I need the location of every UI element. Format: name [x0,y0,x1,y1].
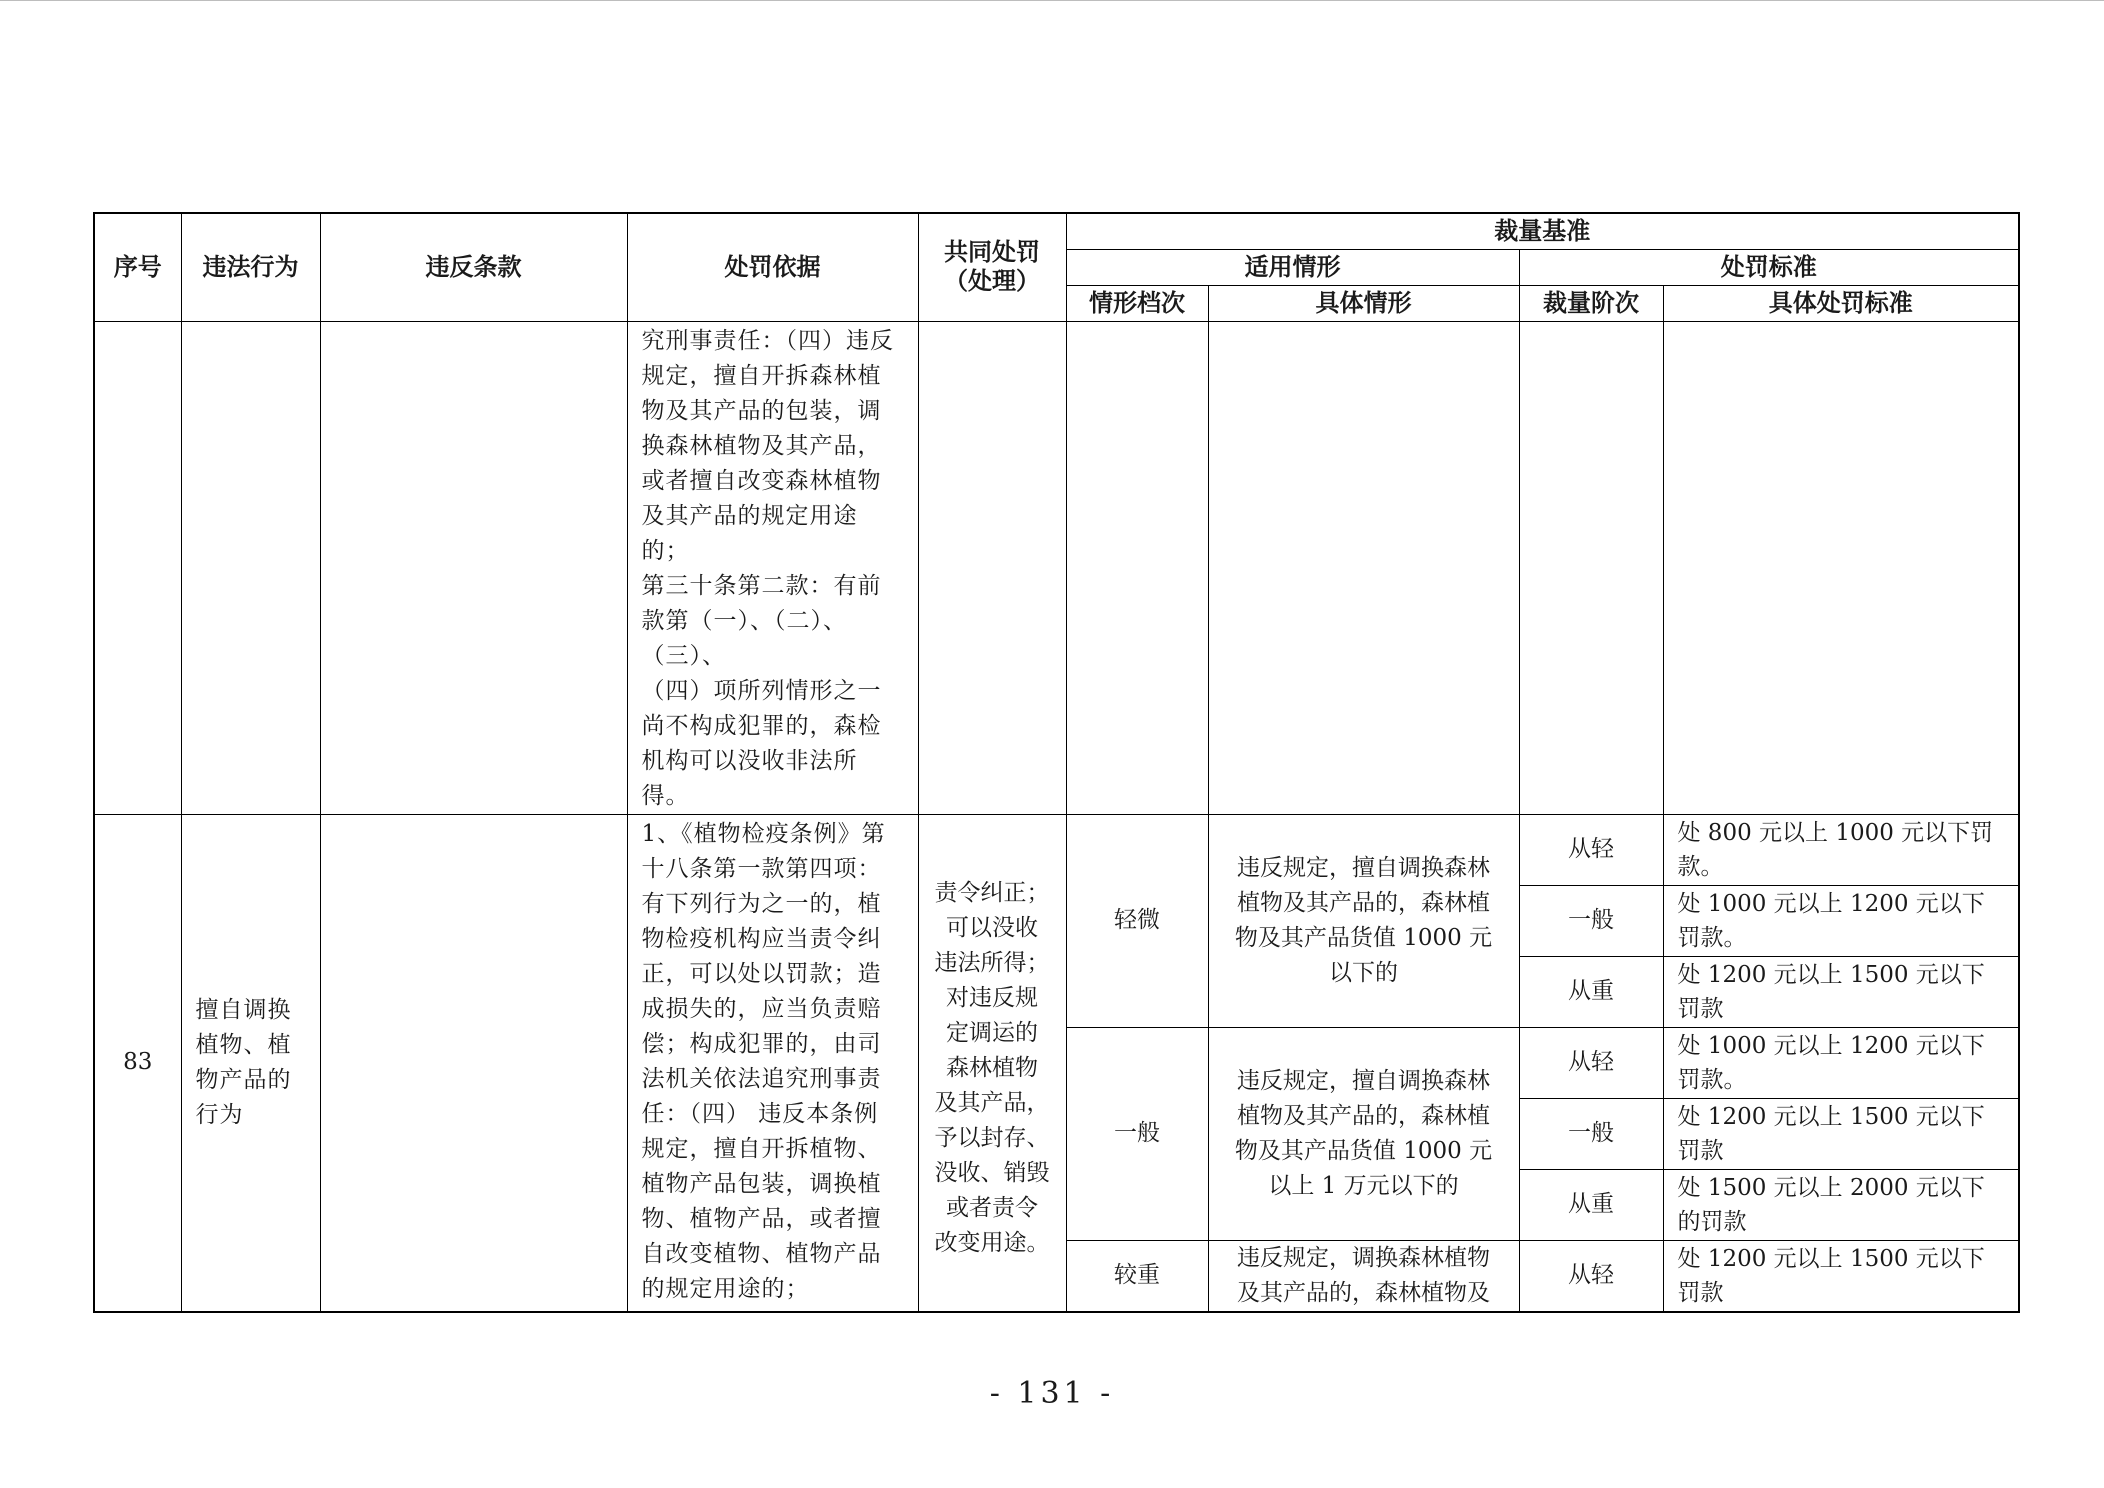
row83-seq: 83 [94,814,181,1312]
header-discretion-standard: 裁量基准 [1066,213,2019,249]
row83-standard-2-3: 处 1500 元以上 2000 元以下 的罚款 [1663,1169,2019,1240]
row83-tier-1-2: 一般 [1519,885,1663,956]
row83-situation-2: 违反规定，擅自调换森林 植物及其产品的，森林植 物及其产品货值 1000 元 以上 1 万元以下的 [1208,1027,1519,1240]
header-penalty-standard: 处罚标准 [1519,249,2019,285]
header-penalty-basis: 处罚依据 [627,213,918,321]
cont-common-penalty-cell [918,321,1066,814]
row83-tier-1-3: 从重 [1519,956,1663,1027]
page-number: - 131 - [989,1376,1115,1411]
row83-standard-1-1: 处 800 元以上 1000 元以下罚 款。 [1663,814,2019,885]
cont-seq-cell [94,321,181,814]
cont-penalty-basis: 究刑事责任：（四）违反 规定，擅自开拆森林植 物及其产品的包装，调 换森林植物及其产品， 或者擅自改变森林植物 及其产品的规定用途 的； 第三十条第二款：有前 款第（一）、（二）、（三）、 （四）项所列情形之一 尚不构成犯罪的，森检 机构可以没收非法所 得。 [627,321,918,814]
header-discretion-level: 裁量阶次 [1519,285,1663,321]
row83-standard-1-2: 处 1000 元以上 1200 元以下 罚款。 [1663,885,2019,956]
cont-behavior-cell [181,321,320,814]
header-specific-penalty-standard: 具体处罚标准 [1663,285,2019,321]
row83-situation-3: 违反规定，调换森林植物 及其产品的，森林植物及 [1208,1240,1519,1312]
header-specific-situation: 具体情形 [1208,285,1519,321]
row83-violated-clause [320,814,627,1312]
row83-tier-2-1: 从轻 [1519,1027,1663,1098]
cont-situation-cell [1208,321,1519,814]
header-common-penalty: 共同处罚 （处理） [918,213,1066,321]
row83-level-1: 轻微 [1066,814,1208,1027]
header-situation-level: 情形档次 [1066,285,1208,321]
row83-standard-2-2: 处 1200 元以上 1500 元以下 罚款 [1663,1098,2019,1169]
row83-penalty-basis: 1、《植物检疫条例》第 十八条第一款第四项： 有下列行为之一的，植 物检疫机构应当责令纠 正，可以处以罚款；造 成损失的，应当负责赔 偿；构成犯罪的，由司 法机关依法追究刑事责 任：（四） 违反本条例 规定，擅自开拆植物、 植物产品包装，调换植 物、植物产品，或者擅 自改变植物、植物产品 的规定用途的； [627,814,918,1312]
row83-tier-2-3: 从重 [1519,1169,1663,1240]
cont-standard-cell [1663,321,2019,814]
row83-common-penalty: 责令纠正； 可以没收 违法所得； 对违反规 定调运的 森林植物 及其产品， 予以封存、 没收、销毁 或者责令 改变用途。 [918,814,1066,1312]
row83-standard-2-1: 处 1000 元以上 1200 元以下 罚款。 [1663,1027,2019,1098]
discretion-standard-table [93,212,2020,1313]
row83-situation-1: 违反规定，擅自调换森林 植物及其产品的，森林植 物及其产品货值 1000 元 以下的 [1208,814,1519,1027]
table-row-continuation [94,321,2019,814]
row83-tier-2-2: 一般 [1519,1098,1663,1169]
row83-level-3: 较重 [1066,1240,1208,1312]
row83-behavior: 擅自调换 植物、植 物产品的 行为 [181,814,320,1312]
table-header [94,213,2019,321]
cont-tier-cell [1519,321,1663,814]
header-behavior: 违法行为 [181,213,320,321]
row83-level-2: 一般 [1066,1027,1208,1240]
table-row [94,814,2019,885]
row83-tier-3-1: 从轻 [1519,1240,1663,1312]
cont-level-cell [1066,321,1208,814]
header-seq: 序号 [94,213,181,321]
row83-standard-3-1: 处 1200 元以上 1500 元以下 罚款 [1663,1240,2019,1312]
row83-tier-1-1: 从轻 [1519,814,1663,885]
page-top-rule [0,0,2104,1]
header-applicable-situation: 适用情形 [1066,249,1519,285]
cont-clause-cell [320,321,627,814]
row83-standard-1-3: 处 1200 元以上 1500 元以下 罚款 [1663,956,2019,1027]
header-violated-clause: 违反条款 [320,213,627,321]
